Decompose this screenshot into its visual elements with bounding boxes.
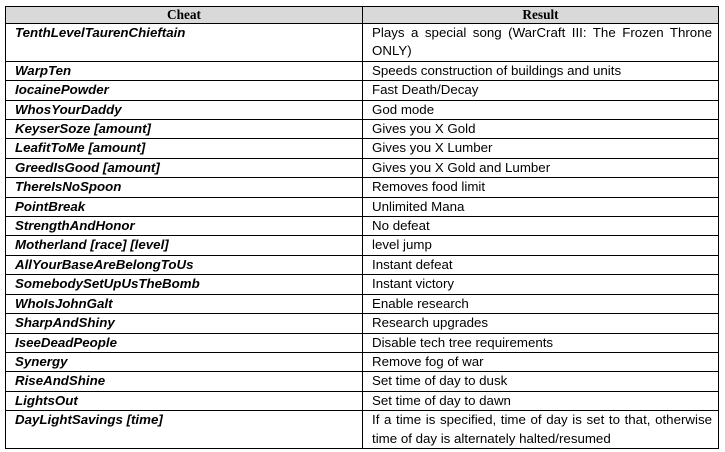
cheat-result: Gives you X Lumber: [363, 139, 719, 158]
table-row: [6, 217, 719, 236]
cheat-result: Gives you X Gold and Lumber: [363, 158, 719, 177]
table-row: [6, 236, 719, 255]
table-row: [6, 314, 719, 333]
cheat-code: IocainePowder: [6, 81, 363, 100]
cheat-result: Removes food limit: [363, 178, 719, 197]
cheat-table: [5, 6, 719, 449]
cheat-code: LeafitToMe [amount]: [6, 139, 363, 158]
cheat-result: God mode: [363, 100, 719, 119]
cheat-code: TenthLevelTaurenChieftain: [6, 24, 363, 62]
table-row: [6, 411, 719, 449]
cheat-code: StrengthAndHonor: [6, 217, 363, 236]
table-row: [6, 255, 719, 274]
cheat-code: WarpTen: [6, 61, 363, 80]
cheat-code: SomebodySetUpUsTheBomb: [6, 275, 363, 294]
cheat-code: DayLightSavings [time]: [6, 411, 363, 449]
table-row: [6, 120, 719, 139]
cheat-code: Synergy: [6, 352, 363, 371]
cheat-code: WhoIsJohnGalt: [6, 294, 363, 313]
cheat-code: WhosYourDaddy: [6, 100, 363, 119]
cheat-result: Remove fog of war: [363, 352, 719, 371]
table-row: [6, 178, 719, 197]
table-row: [6, 391, 719, 410]
cheat-result: If a time is specified, time of day is set to that, otherwise time of day is alternately halted/resumed: [363, 411, 719, 449]
table-row: [6, 372, 719, 391]
cheat-code: RiseAndShine: [6, 372, 363, 391]
cheat-result: No defeat: [363, 217, 719, 236]
cheat-result: Fast Death/Decay: [363, 81, 719, 100]
cheat-result: Speeds construction of buildings and units: [363, 61, 719, 80]
cheat-code: ThereIsNoSpoon: [6, 178, 363, 197]
cheat-result: Research upgrades: [363, 314, 719, 333]
cheat-code: GreedIsGood [amount]: [6, 158, 363, 177]
cheat-result: level jump: [363, 236, 719, 255]
table-row: [6, 81, 719, 100]
cheat-code: AllYourBaseAreBelongToUs: [6, 255, 363, 274]
header-row: [6, 7, 719, 24]
cheat-result: Disable tech tree requirements: [363, 333, 719, 352]
cheat-result: Instant defeat: [363, 255, 719, 274]
cheat-result: Unlimited Mana: [363, 197, 719, 216]
header-cheat: Cheat: [6, 7, 363, 24]
cheat-code: PointBreak: [6, 197, 363, 216]
cheat-code: LightsOut: [6, 391, 363, 410]
table-row: [6, 197, 719, 216]
table-row: [6, 100, 719, 119]
table-row: [6, 275, 719, 294]
cheat-result: Set time of day to dusk: [363, 372, 719, 391]
header-result: Result: [363, 7, 719, 24]
cheat-code: KeyserSoze [amount]: [6, 120, 363, 139]
cheat-result: Set time of day to dawn: [363, 391, 719, 410]
table-row: [6, 294, 719, 313]
table-row: [6, 158, 719, 177]
cheat-code: IseeDeadPeople: [6, 333, 363, 352]
table-row: [6, 352, 719, 371]
cheat-result: Gives you X Gold: [363, 120, 719, 139]
cheat-code: SharpAndShiny: [6, 314, 363, 333]
table-row: [6, 61, 719, 80]
cheat-result: Plays a special song (WarCraft III: The Frozen Throne ONLY): [363, 24, 719, 62]
cheat-code: Motherland [race] [level]: [6, 236, 363, 255]
table-row: [6, 333, 719, 352]
table-body: [6, 24, 719, 449]
table-row: [6, 139, 719, 158]
cheat-result: Instant victory: [363, 275, 719, 294]
table-row: [6, 24, 719, 62]
cheat-result: Enable research: [363, 294, 719, 313]
